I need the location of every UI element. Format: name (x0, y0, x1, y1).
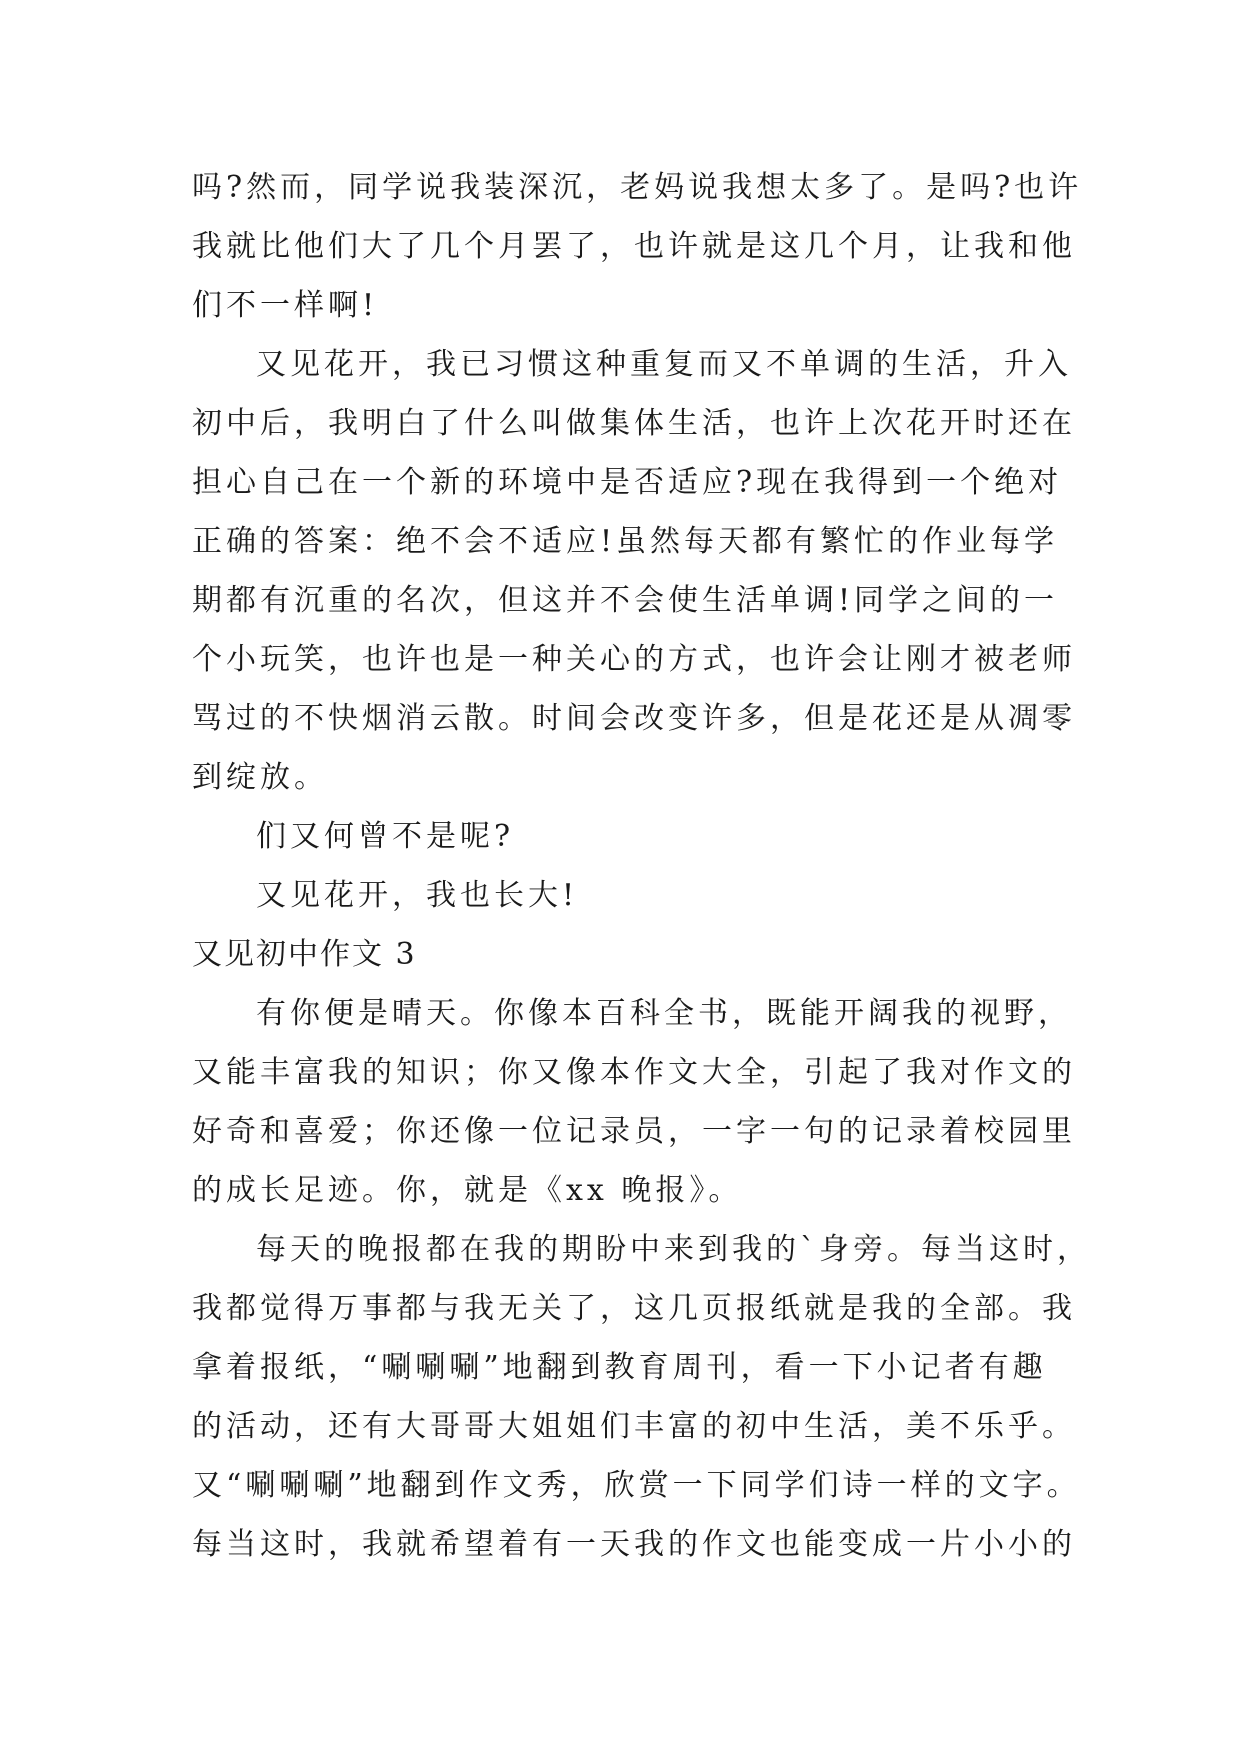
text-line: 骂过的不快烟消云散。时间会改变许多，但是花还是从凋零 (192, 701, 1076, 736)
text-line: 每当这时，我就希望着有一天我的作文也能变成一片小小的 (192, 1527, 1076, 1562)
text-line: 好奇和喜爱；你还像一位记录员，一字一句的记录着校园里 (192, 1114, 1076, 1149)
text-line: 个小玩笑，也许也是一种关心的方式，也许会让刚才被老师 (192, 642, 1076, 677)
section-heading: 又见初中作文 3 (192, 937, 417, 972)
text-line: 吗?然而，同学说我装深沉，老妈说我想太多了。是吗?也许 (192, 170, 1083, 205)
text-line: 又“唰唰唰”地翻到作文秀，欣赏一下同学们诗一样的文字。 (192, 1468, 1081, 1503)
text-line: 到绽放。 (192, 760, 328, 795)
text-line: 们不一样啊! (192, 288, 379, 323)
text-line: 我就比他们大了几个月罢了，也许就是这几个月，让我和他 (192, 229, 1076, 264)
text-line: 期都有沉重的名次，但这并不会使生活单调!同学之间的一 (192, 583, 1059, 618)
text-line: 又见花开，我已习惯这种重复而又不单调的生活，升入 (256, 347, 1072, 382)
text-line: 初中后，我明白了什么叫做集体生活，也许上次花开时还在 (192, 406, 1076, 441)
text-line: 正确的答案：绝不会不适应!虽然每天都有繁忙的作业每学 (192, 524, 1059, 559)
text-line: 我都觉得万事都与我无关了，这几页报纸就是我的全部。我 (192, 1291, 1076, 1326)
document-page (192, 158, 1091, 1574)
text-line: 每天的晚报都在我的期盼中来到我的`身旁。每当这时， (256, 1232, 1091, 1267)
text-line: 拿着报纸，“唰唰唰”地翻到教育周刊，看一下小记者有趣 (192, 1350, 1047, 1385)
text-line: 又见花开，我也长大! (256, 878, 579, 913)
text-line: 又能丰富我的知识；你又像本作文大全，引起了我对作文的 (192, 1055, 1076, 1090)
text-line: 的成长足迹。你，就是《xx 晚报》。 (192, 1173, 743, 1208)
text-line: 担心自己在一个新的环境中是否适应?现在我得到一个绝对 (192, 465, 1063, 500)
text-line: 的活动，还有大哥哥大姐姐们丰富的初中生活，美不乐乎。 (192, 1409, 1076, 1444)
text-line: 们又何曾不是呢? (256, 819, 515, 854)
text-line: 有你便是晴天。你像本百科全书，既能开阔我的视野， (256, 996, 1072, 1031)
